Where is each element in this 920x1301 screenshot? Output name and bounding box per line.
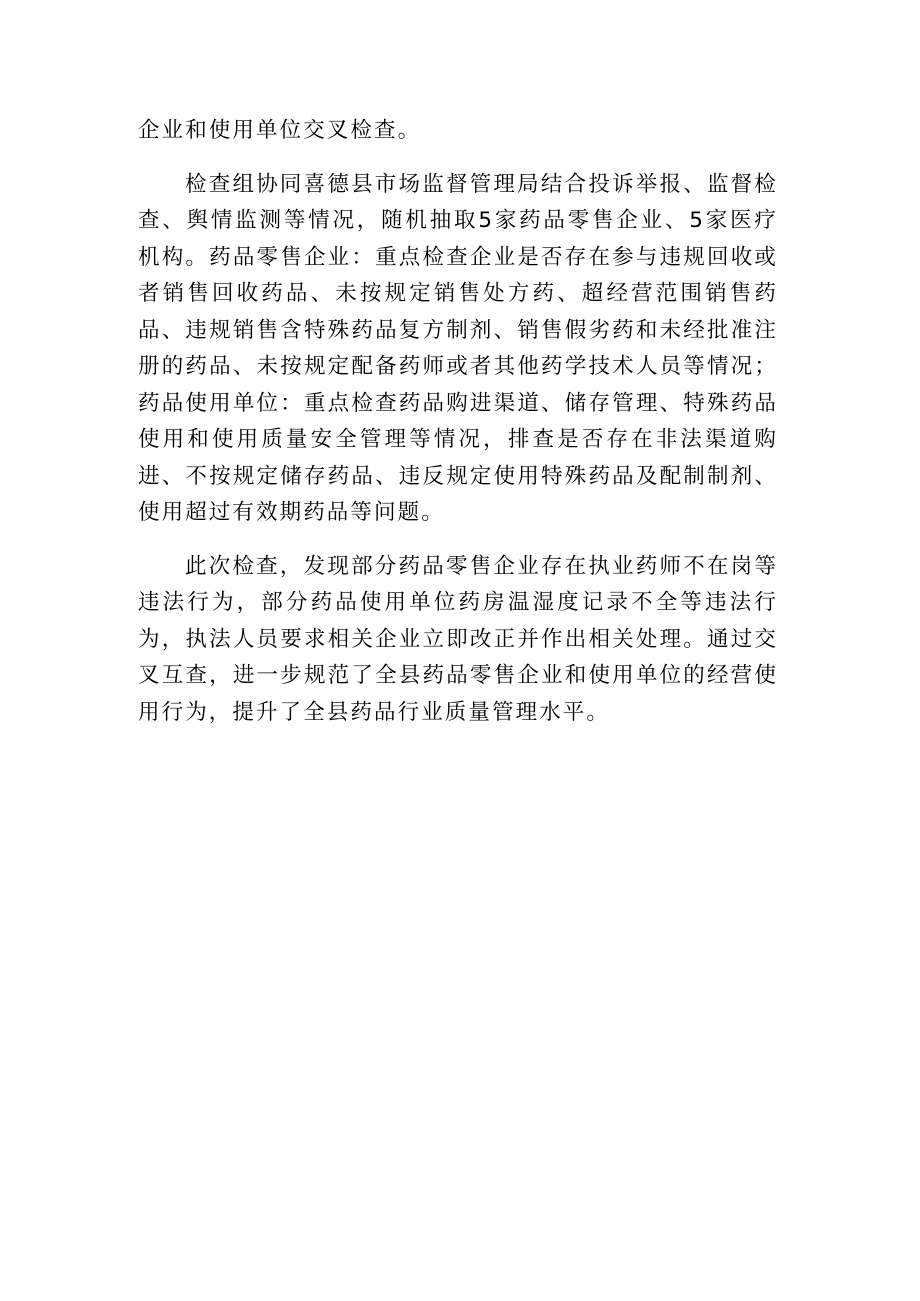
paragraph-inspection-details: 检查组协同喜德县市场监督管理局结合投诉举报、监督检查、舆情监测等情况，随机抽取5家药品零售企业、5家医疗机构。药品零售企业：重点检查企业是否存在参与违规回收或者销售回收药品、未按规定销售处方药、超经营范围销售药品、违规销售含特殊药品复方制剂、销售假劣药和未经批准注册的药品、未按规定配备药师或者其他药学技术人员等情况；药品使用单位：重点检查药品购进渠道、储存管理、特殊药品使用和使用质量安全管理等情况，排查是否存在非法渠道购进、不按规定储存药品、违反规定使用特殊药品及配制制剂、使用超过有效期药品等问题。 bbox=[138, 171, 778, 525]
document-body bbox=[138, 113, 778, 748]
paragraph-inspection-results: 此次检查，发现部分药品零售企业存在执业药师不在岗等违法行为，部分药品使用单位药房温湿度记录不全等违法行为，执法人员要求相关企业立即改正并作出相关处理。通过交叉互查，进一步规范了全县药品零售企业和使用单位的经营使用行为，提升了全县药品行业质量管理水平。 bbox=[138, 553, 778, 725]
paragraph-continuation: 企业和使用单位交叉检查。 bbox=[138, 118, 422, 143]
